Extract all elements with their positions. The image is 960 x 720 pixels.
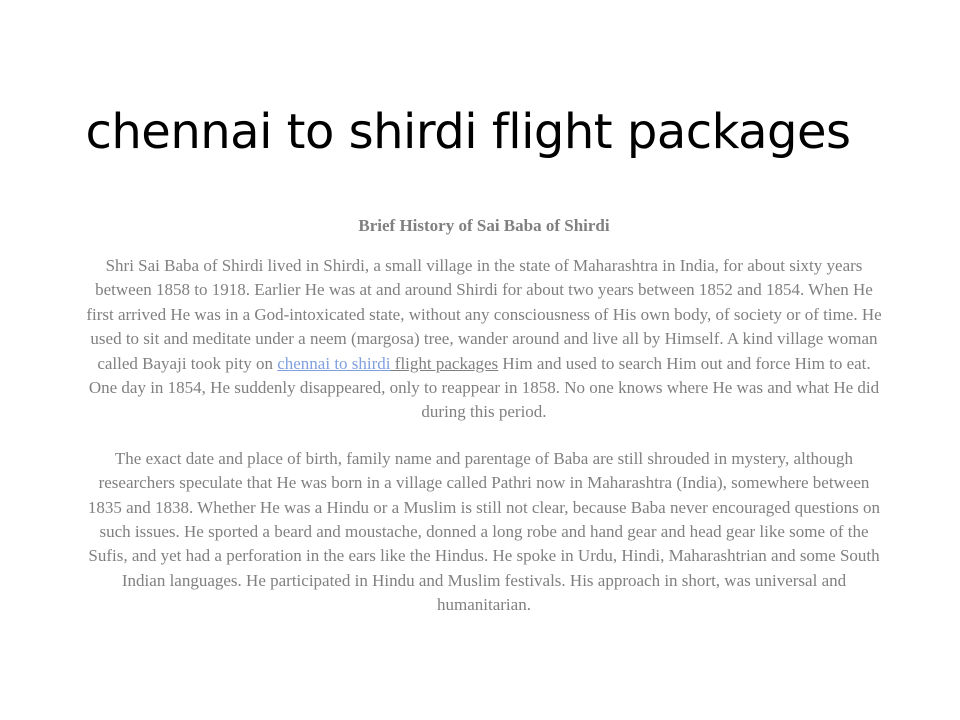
slide-title: chennai to shirdi flight packages	[85, 104, 851, 160]
section-heading: Brief History of Sai Baba of Shirdi	[358, 216, 610, 235]
paragraph-text: Shri Sai Baba of Shirdi lived in Shirdi, a small village in the state of Maharashtra in India, for about sixty years between 1858 to 1918. Earlier He was at and around Shirdi for about two years between 1852 and 1854. When He first arrived He was in a God-intoxicated state, without any consciousness of His own body, of society or of time. He used to sit and meditate under a neem (margosa) tree, wander around and live all by Himself. A kind village woman called Bayaji took pity on	[86, 256, 882, 373]
chennai-to-shirdi-link[interactable]: chennai to shirdi	[277, 353, 391, 373]
paragraph-text: Him and used to search Him out and force Him to eat. One day in 1854, He suddenly disappeared, only to reappear in 1858. No one knows where He was and what He did during this period.	[88, 353, 880, 422]
history-paragraph-1	[84, 254, 884, 425]
link-tail-text: flight packages	[390, 353, 499, 373]
slide-content	[84, 212, 884, 618]
history-paragraph-2: The exact date and place of birth, family name and parentage of Baba are still shrouded in mystery, although researchers speculate that He was born in a village called Pathri now in Maharashtra (India), somewhere between 1835 and 1838. Whether He was a Hindu or a Muslim is still not clear, because Baba never encouraged questions on such issues. He sported a beard and moustache, donned a long robe and hand gear and head gear like some of the Sufis, and yet had a perforation in the ears like the Hindus. He spoke in Urdu, Hindi, Maharashtrian and some South Indian languages. He participated in Hindu and Muslim festivals. His approach in short, was universal and humanitarian.	[87, 448, 881, 615]
